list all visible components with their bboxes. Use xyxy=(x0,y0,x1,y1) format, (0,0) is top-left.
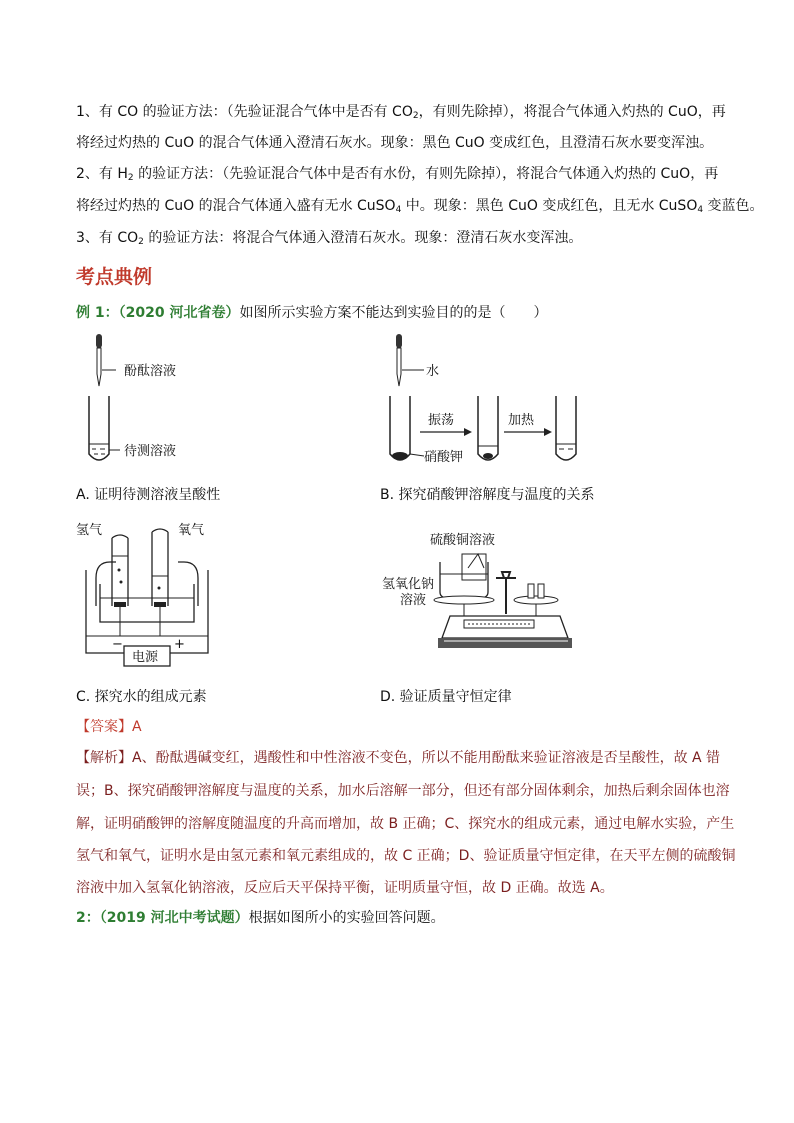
figure-a xyxy=(80,332,220,472)
fig-b-dropper-label: 水 xyxy=(426,364,440,379)
fig-c-left-gas: 氢气 xyxy=(76,523,103,538)
analysis-line-5: 溶液中加入氢氧化钠溶液，反应后天平保持平衡，证明质量守恒，故 D 正确。故选 A。 xyxy=(76,880,614,896)
intro-line-1: 1、有 CO 的验证方法：（先验证混合气体中是否有 $CO_2$，有则先除掉），将混合气体通入灼热的 CuO，再 xyxy=(76,104,726,121)
fig-c-caption: C. 探究水的组成元素 xyxy=(76,689,207,705)
fig-d-caption: D. 验证质量守恒定律 xyxy=(380,689,512,705)
intro-line-5: 3、有 $CO_2$ 的验证方法：将混合气体通入澄清石灰水。现象：澄清石灰水变浑浊。 xyxy=(76,230,583,247)
fig-b-arrow2-label: 加热 xyxy=(508,413,535,428)
intro-line-2: 将经过灼热的 CuO 的混合气体通入澄清石灰水。现象：黑色 CuO 变成红色，且澄清石灰水要变浑浊。 xyxy=(76,135,714,151)
intro-line-4: 将经过灼热的 CuO 的混合气体通入盛有无水 CuSO$_4$ 中。现象：黑色 CuO 变成红色，且无水 CuSO$_4$ 变蓝色。 xyxy=(76,198,764,215)
intro-line-3: 2、有 $H_2$ 的验证方法：（先验证混合气体中是否有水份，有则先除掉），将混合气体通入灼热的 CuO，再 xyxy=(76,166,719,183)
fig-b-arrow1-label: 振荡 xyxy=(428,413,455,428)
figure-d xyxy=(378,528,578,668)
example2-question: 2：（2019 河北中考试题）根据如图所小的实验回答问题。 xyxy=(76,910,445,926)
fig-b-caption: B. 探究硝酸钾溶解度与温度的关系 xyxy=(380,487,595,503)
fig-b-solid-label: 硝酸钾 xyxy=(424,450,464,465)
analysis-line-2: 误；B、探究硝酸钾溶解度与温度的关系，加水后溶解一部分，但还有部分固体剩余，加热后剩余固体也溶 xyxy=(76,783,730,799)
figure-c xyxy=(72,518,222,668)
example1-question: 例 1：（2020 河北省卷）如图所示实验方案不能达到实验目的的是（ ） xyxy=(76,305,548,321)
example1-label: 例 1：（2020 河北省卷） xyxy=(76,305,240,321)
analysis-line-3: 解，证明硝酸钾的溶解度随温度的升高而增加，故 B 正确；C、探究水的组成元素，通过电解水实验，产生 xyxy=(76,816,735,832)
fig-d-left-label-2: 溶液 xyxy=(400,593,427,608)
fig-a-caption: A. 证明待测溶液呈酸性 xyxy=(76,487,221,503)
answer-line xyxy=(76,717,142,737)
fig-d-top-label: 硫酸铜溶液 xyxy=(430,533,496,548)
example2-label: 2：（2019 河北中考试题） xyxy=(76,910,249,926)
analysis-line-4: 氢气和氧气，证明水是由氢元素和氧元素组成的，故 C 正确；D、验证质量守恒定律，在天平左侧的硫酸铜 xyxy=(76,848,736,864)
answer-tag: 【答案】 xyxy=(76,719,132,735)
fig-c-right-gas: 氧气 xyxy=(178,523,205,538)
fig-c-plus: + xyxy=(174,637,185,652)
section-title: 考点典例 xyxy=(76,266,153,288)
fig-c-minus: − xyxy=(112,637,123,652)
fig-a-tube-label: 待测溶液 xyxy=(124,444,177,459)
fig-a-dropper-label: 酚酞溶液 xyxy=(124,364,177,379)
analysis-line-1: 【解析】A、酚酞遇碱变红，遇酸性和中性溶液不变色，所以不能用酚酞来验证溶液是否呈酸性，故 A 错 xyxy=(76,750,721,766)
figure-b xyxy=(380,332,600,472)
fig-d-left-label-1: 氢氧化钠 xyxy=(382,577,435,592)
fig-c-power-label: 电源 xyxy=(132,650,159,665)
answer-value: A xyxy=(132,719,142,735)
